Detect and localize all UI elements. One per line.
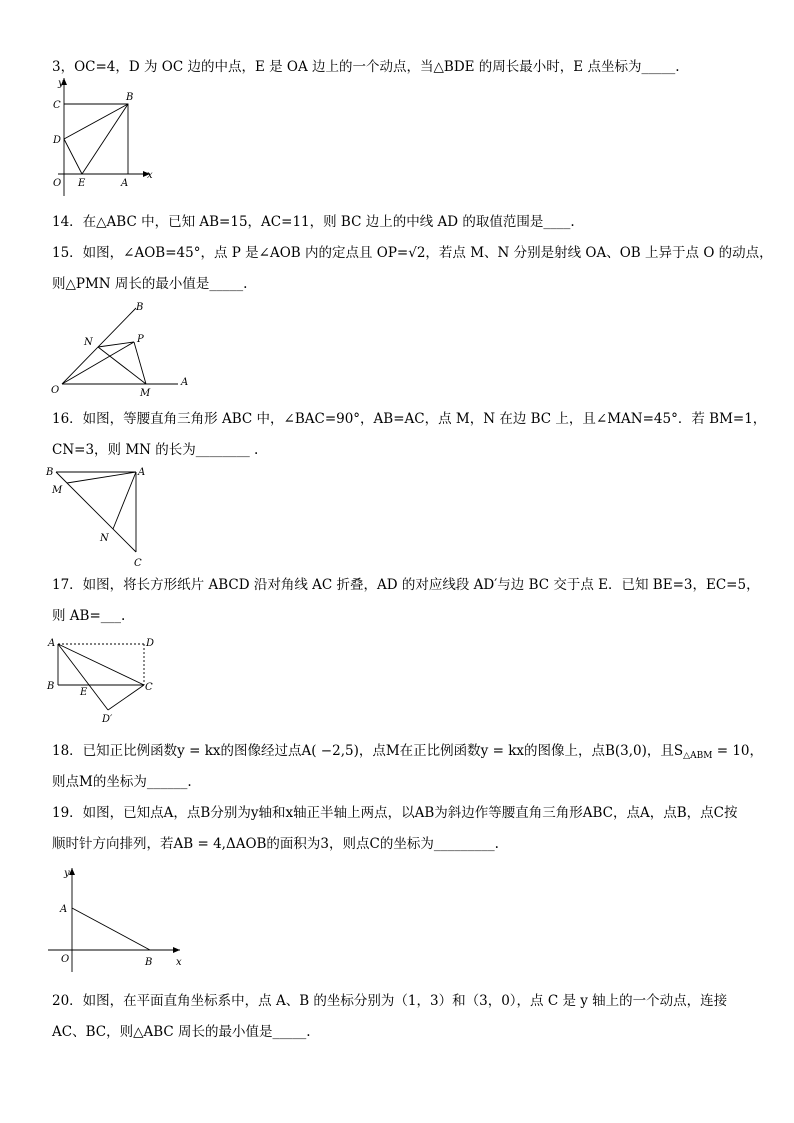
- problem-18-subscript: △ABM: [683, 751, 713, 761]
- problem-20-text-line2: AC、BC，则△ABC 周长的最小值是_____.: [52, 1024, 311, 1040]
- problem-16-text-line2: CN=3，则 MN 的长为________ .: [52, 442, 259, 458]
- problem-19-text-line1: 19．如图，已知点A，点B分别为y轴和x轴正半轴上两点，以AB为斜边作等腰直角三角形ABC，点A，点B，点C按: [52, 805, 738, 821]
- label-O: O: [61, 954, 70, 965]
- label-y: y: [58, 78, 64, 89]
- label-A: A: [48, 638, 56, 649]
- label-P: P: [137, 334, 144, 345]
- label-E: E: [80, 687, 88, 698]
- problem-15-text-line2: 则△PMN 周长的最小值是_____.: [52, 276, 248, 292]
- problem-18-text-line1: [52, 742, 763, 765]
- problem-19-figure: [44, 866, 194, 974]
- label-M: M: [52, 485, 63, 496]
- label-D: D: [53, 135, 62, 146]
- problem-18-main: 18．已知正比例函数y = kx的图像经过点A( −2,5)，点M在正比例函数y = kx的图像上，点B(3,0)，且S: [52, 743, 684, 759]
- problem-20-text-line1: 20．如图，在平面直角坐标系中，点 A、B 的坐标分别为（1，3）和（3，0），点 C 是 y 轴上的一个动点，连接: [52, 993, 728, 1009]
- label-O: O: [51, 385, 60, 396]
- label-D: D: [146, 638, 155, 649]
- label-D-prime: D′: [102, 714, 113, 725]
- label-A: A: [60, 904, 68, 915]
- problem-18-text-line2: 则点M的坐标为______.: [52, 774, 192, 790]
- problem-13-text: 3，OC=4，D 为 OC 边的中点，E 是 OA 边上的一个动点，当△BDE 的周长最小时，E 点坐标为_____.: [52, 59, 680, 75]
- label-O: O: [53, 178, 62, 189]
- label-B: B: [136, 302, 144, 313]
- label-C: C: [134, 558, 142, 569]
- label-x: x: [176, 957, 182, 968]
- problem-16-text-line1: 16．如图，等腰直角三角形 ABC 中，∠BAC=90°，AB=AC，点 M，N 在边 BC 上，且∠MAN=45°．若 BM=1，: [52, 411, 767, 427]
- label-B: B: [145, 957, 153, 968]
- problem-14-text: 14．在△ABC 中，已知 AB=15，AC=11，则 BC 边上的中线 AD 的取值范围是____.: [52, 214, 575, 230]
- label-C: C: [145, 682, 153, 693]
- label-B: B: [126, 92, 134, 103]
- problem-17-figure: [44, 632, 164, 728]
- label-A: A: [181, 377, 189, 388]
- label-C: C: [53, 100, 61, 111]
- label-y: y: [64, 868, 70, 879]
- problem-17-text-line1: 17．如图，将长方形纸片 ABCD 沿对角线 AC 折叠，AD 的对应线段 AD′与边 BC 交于点 E．已知 BE=3，EC=5，: [52, 577, 760, 593]
- problem-18-tail: = 10，: [712, 743, 763, 759]
- problem-15-text-line1: 15．如图，∠AOB=45°，点 P 是∠AOB 内的定点且 OP=√2，若点 M、N 分别是射线 OA、OB 上异于点 O 的动点，: [52, 245, 773, 261]
- label-B: B: [47, 681, 55, 692]
- label-N: N: [100, 533, 109, 544]
- label-N: N: [84, 337, 93, 348]
- label-A: A: [138, 467, 146, 478]
- label-A: A: [121, 178, 129, 189]
- problem-17-text-line2: 则 AB=___.: [52, 608, 126, 624]
- problem-15-figure: [48, 298, 198, 398]
- label-M: M: [140, 388, 151, 399]
- label-E: E: [78, 178, 86, 189]
- problem-19-text-line2: 顺时针方向排列，若AB = 4,ΔAOB的面积为3，则点C的坐标为_________.: [52, 836, 499, 852]
- label-B: B: [46, 467, 54, 478]
- label-x: x: [147, 170, 153, 181]
- problem-13-figure: [44, 78, 164, 200]
- problem-16-figure: [46, 462, 156, 572]
